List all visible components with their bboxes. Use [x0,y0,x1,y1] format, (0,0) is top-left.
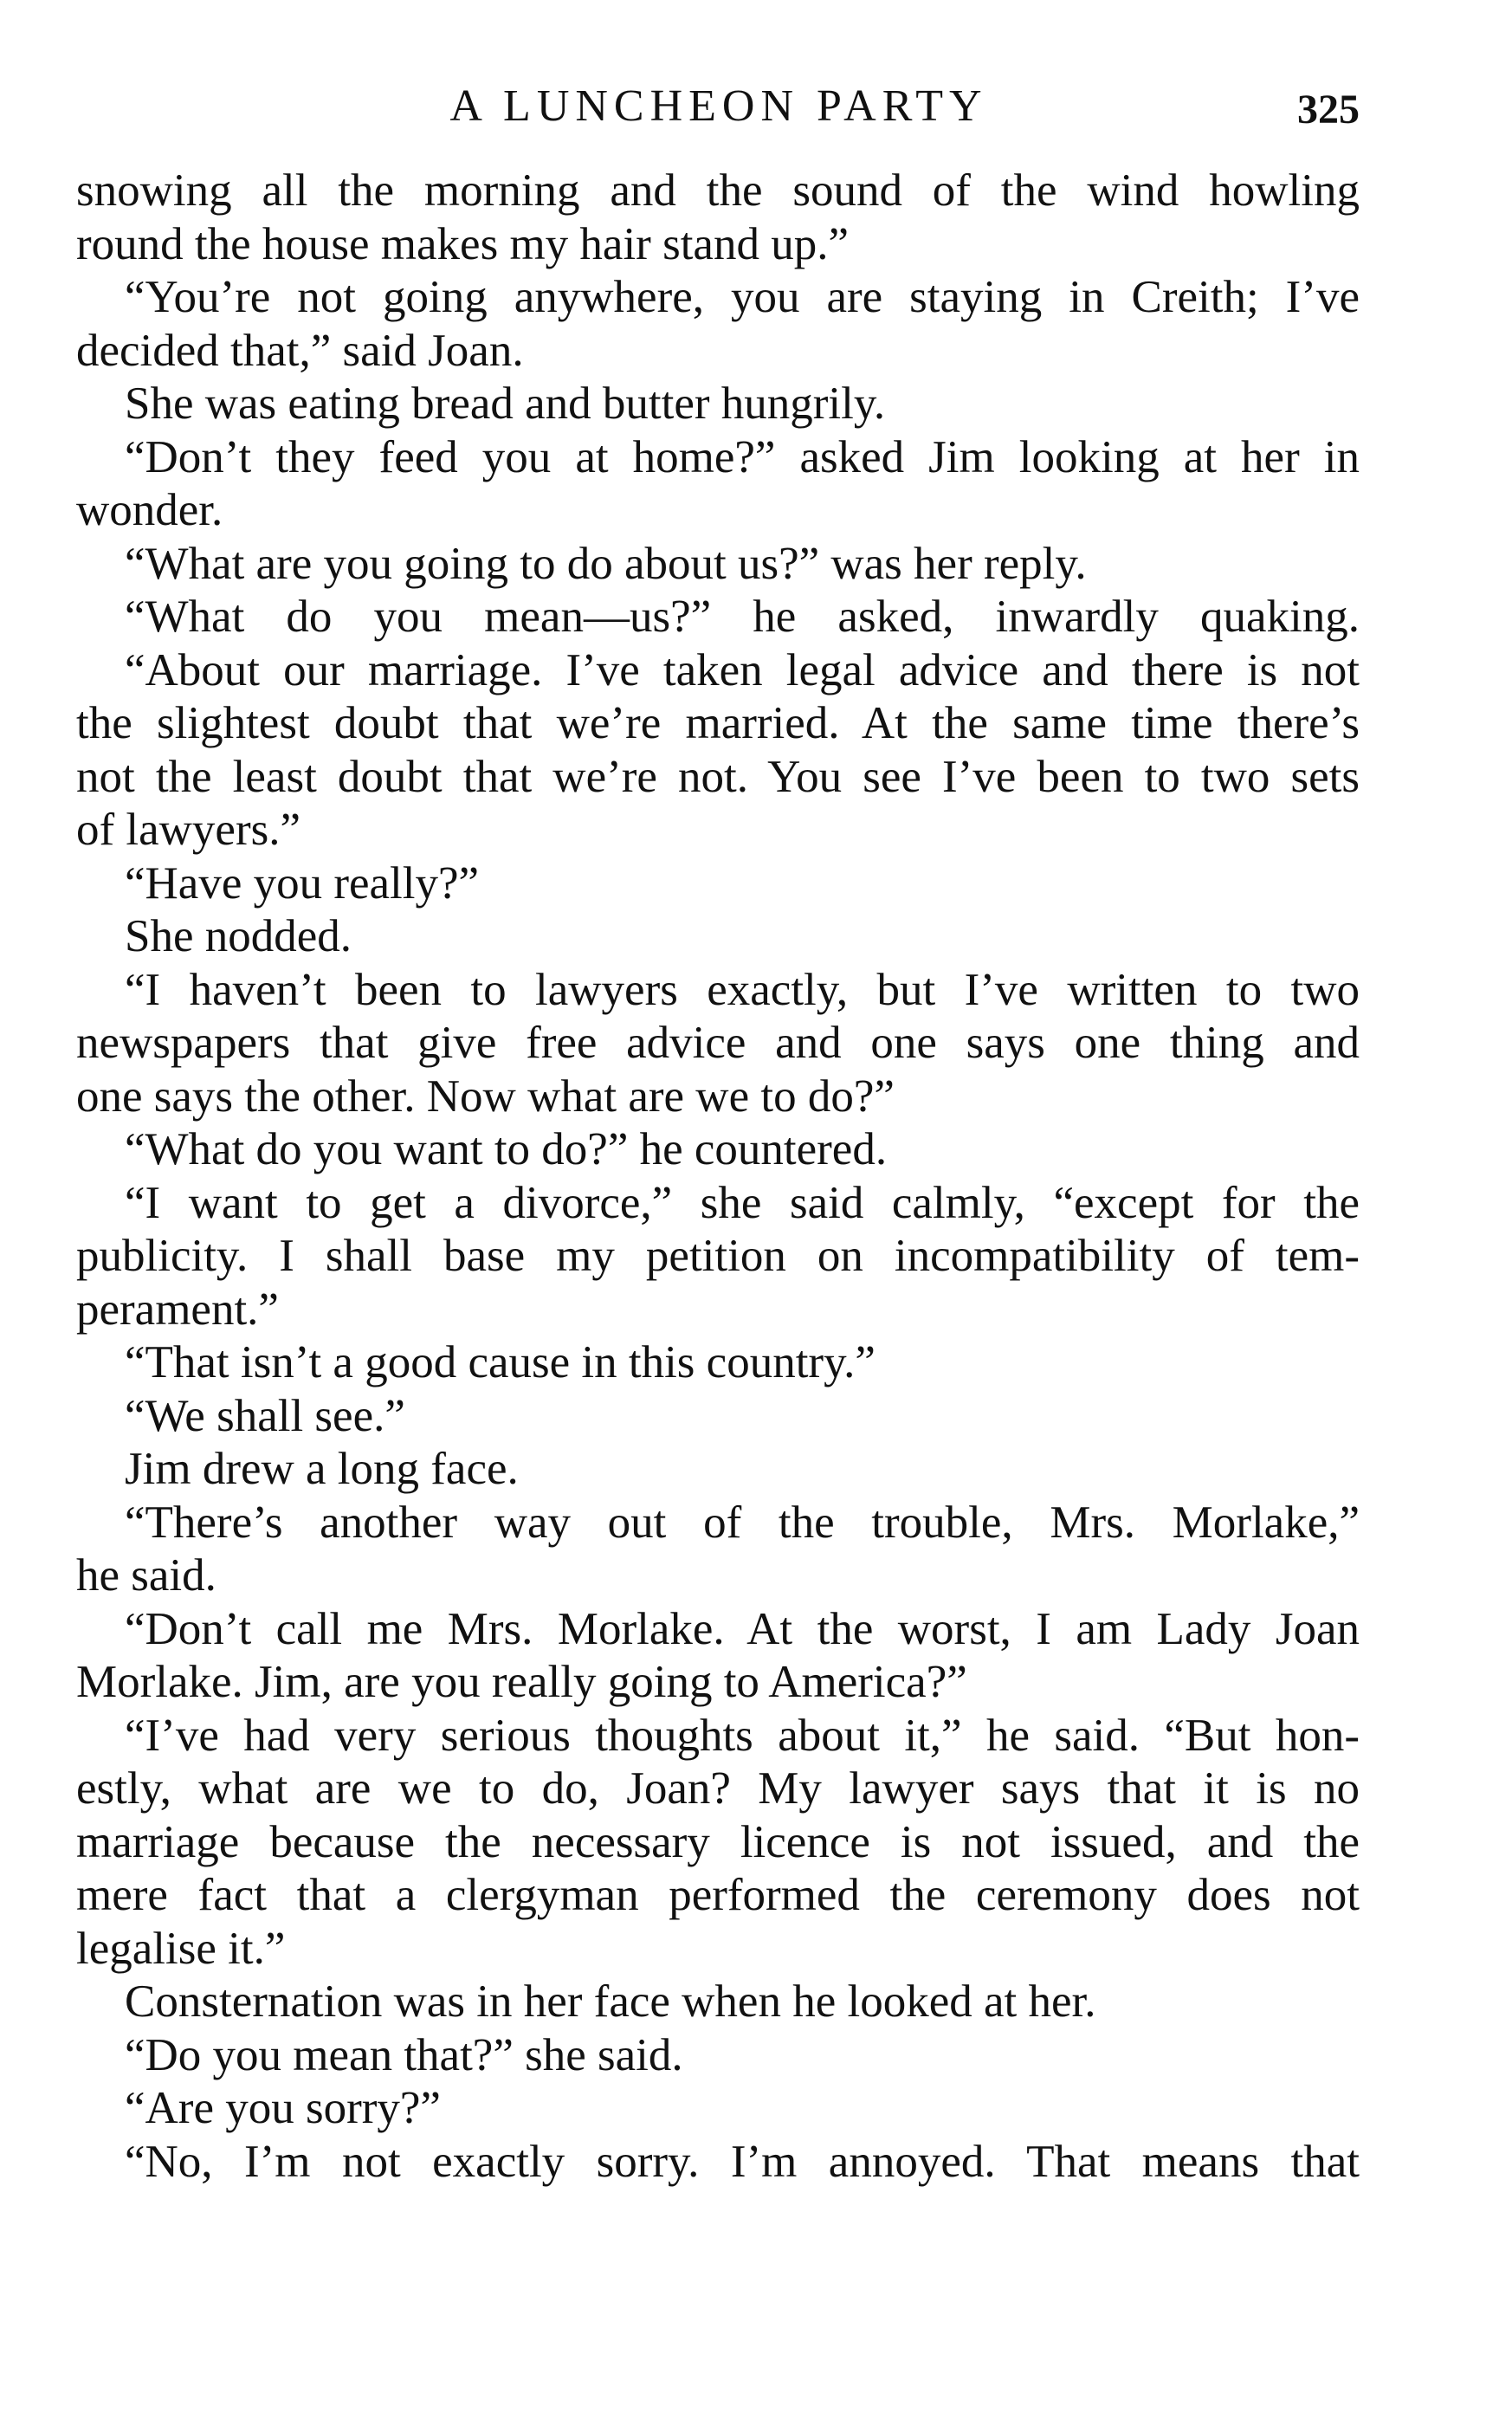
text-line: She nodded. [125,911,352,961]
body-text [76,165,1360,2189]
text-line: “I haven’t been to lawyers exactly, but I’ve written to two [125,964,1360,1015]
text-line: newspapers that give free advice and one says one thing and [76,1018,1360,1068]
text-line: estly, what are we to do, Joan? My lawyer says that it is no [76,1763,1360,1814]
text-line: “We shall see.” [125,1390,405,1441]
text-line: “You’re not going anywhere, you are staying in Creith; I’ve [125,272,1360,322]
text-line: decided that,” said Joan. [76,325,524,376]
text-line: “What are you going to do about us?” was her reply. [125,538,1087,589]
text-line: perament.” [76,1284,279,1335]
text-line: “About our marriage. I’ve taken legal advice and there is not [125,644,1360,695]
text-line: She was eating bread and butter hungrily. [125,378,886,429]
text-line: not the least doubt that we’re not. You see I’ve been to two sets [76,751,1360,802]
text-line: “Do you mean that?” she said. [125,2029,683,2080]
text-line: Morlake. Jim, are you really going to America?” [76,1657,967,1707]
text-line: of lawyers.” [76,805,300,855]
text-line: marriage because the necessary licence is not issued, and the [76,1816,1360,1867]
text-line: mere fact that a clergyman performed the ceremony does not [76,1870,1360,1920]
text-line: one says the other. Now what are we to do?” [76,1070,895,1122]
text-line: snowing all the morning and the sound of the wind howling [76,165,1360,216]
text-line: Consternation was in her face when he looked at her. [125,1976,1096,2027]
text-line: “I want to get a divorce,” she said calmly, “except for the [125,1177,1360,1228]
text-line: publicity. I shall base my petition on incompatibility of tem- [76,1231,1360,1281]
text-line: wonder. [76,485,223,535]
text-line: “That isn’t a good cause in this country.” [125,1337,876,1387]
text-line: legalise it.” [76,1923,286,1974]
running-head [78,76,1360,137]
page-number: 325 [1297,87,1360,133]
text-line: “What do you mean—us?” he asked, inwardly quaking. [125,592,1360,642]
text-line: Jim drew a long face. [125,1444,519,1494]
text-line: “What do you want to do?” he countered. [125,1124,888,1174]
text-line: “Don’t they feed you at home?” asked Jim looking at her in [125,431,1360,482]
text-line: he said. [76,1550,216,1601]
text-line: “Are you sorry?” [125,2083,441,2133]
text-line: the slightest doubt that we’re married. At the same time there’s [76,698,1360,748]
text-line: “I’ve had very serious thoughts about it,” he said. “But hon- [125,1710,1360,1761]
text-line: “No, I’m not exactly sorry. I’m annoyed. That means that [125,2136,1360,2187]
text-line: round the house makes my hair stand up.” [76,218,849,269]
text-line: “There’s another way out of the trouble, Mrs. Morlake,” [125,1497,1360,1548]
running-title: A LUNCHEON PARTY [449,81,988,131]
text-line: “Don’t call me Mrs. Morlake. At the worst, I am Lady Joan [125,1603,1360,1654]
text-line: “Have you really?” [125,857,480,909]
